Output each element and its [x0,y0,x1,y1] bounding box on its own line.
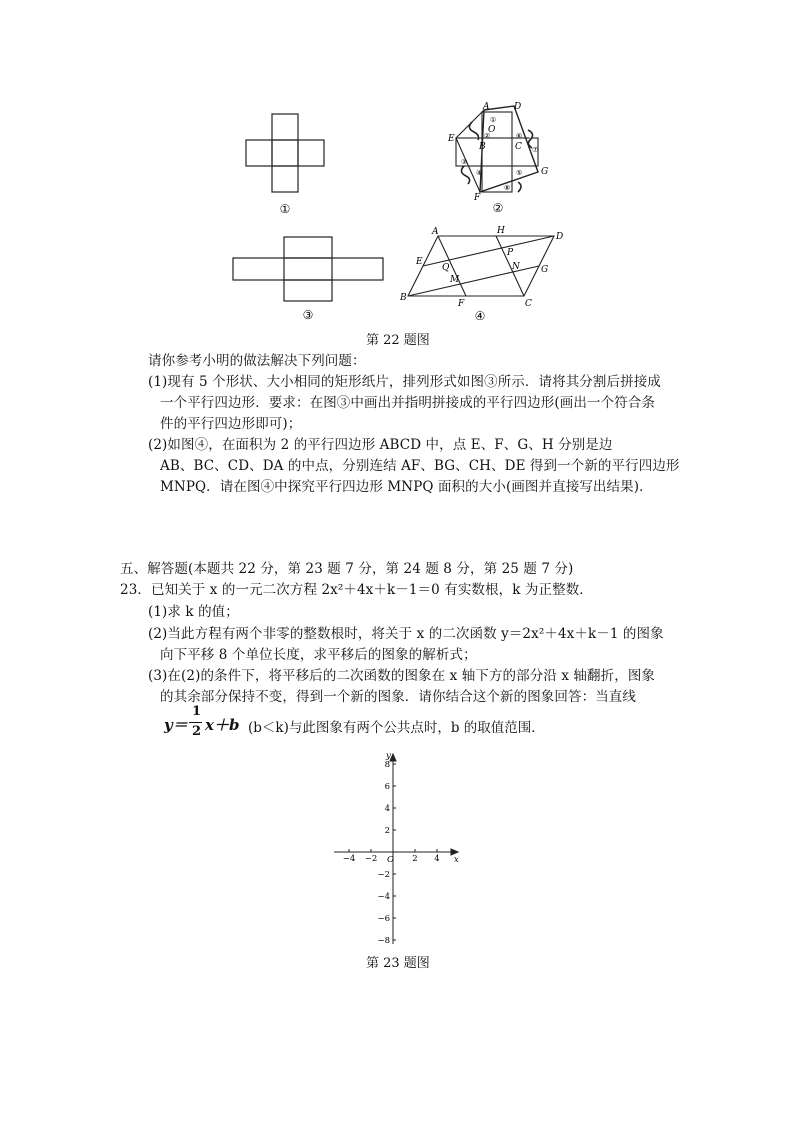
figure-4-parallelogram [398,222,568,324]
fig2-point-G: G [541,167,549,177]
q23-part2-line1: (2)当此方程有两个非零的整数根时，将关于 x 的二次函数 y＝2x²＋4x＋k－1 的图象 [148,626,664,642]
fig2-point-F: F [474,193,481,203]
y-tick-2: 2 [384,826,390,836]
fig4-point-E: E [416,257,423,267]
fig2-point-D: D [514,102,522,112]
x-tick-2: 2 [412,854,418,864]
y-tick-neg6: −6 [377,914,390,924]
figure-3-label: ③ [302,308,314,322]
formula-lhs: y＝ [164,716,188,734]
fig2-point-A: A [483,102,490,112]
y-tick-6: 6 [384,782,390,792]
x-tick-neg2: −2 [364,854,378,864]
q23-part3-line1: (3)在(2)的条件下，将平移后的二次函数的图象在 x 轴下方的部分沿 x 轴翻折，图象 [148,668,656,684]
fig4-point-H: H [497,226,505,236]
fig2-piece-6: ⑥ [516,132,523,140]
fig2-piece-3: ③ [461,158,468,166]
fig2-piece-4: ④ [476,169,483,177]
fig4-point-B: B [400,293,407,303]
fig2-piece-1: ① [490,116,497,124]
figure-4-label: ④ [474,309,486,323]
fig2-point-E: E [448,134,455,144]
x-tick-4: 4 [434,854,440,864]
y-tick-neg2: −2 [377,870,390,880]
section-5-title: 五、解答题(本题共 22 分，第 23 题 7 分，第 24 题 8 分，第 25 题 7 分) [120,561,574,577]
y-tick-neg4: −4 [377,892,390,902]
fig2-piece-7: ⑦ [532,146,539,154]
fig2-piece-2: ② [484,132,491,140]
figure-22-caption: 第 22 题图 [366,333,430,348]
q22-part1-line2: 一个平行四边形．要求：在图③中画出并指明拼接成的平行四边形(画出一个符合条 [160,395,655,411]
q22-part1-line1: (1)现有 5 个形状、大小相同的矩形纸片，排列形式如图③所示．请将其分割后拼接成 [148,374,661,390]
figure-1-cross [240,108,336,218]
fig4-point-Q: Q [442,263,450,273]
fig4-point-F: F [458,299,465,309]
q23-part2-line2: 向下平移 8 个单位长度，求平移后的图象的解析式； [160,647,477,663]
formula-denominator: 2 [192,724,202,739]
fig4-point-C: C [525,299,532,309]
axis-y-label: y [386,751,391,761]
figure-3-rectangles [228,232,388,324]
fig4-point-N: N [512,262,520,272]
q22-part2-line1: (2)如图④，在面积为 2 的平行四边形 ABCD 中，点 E、F、G、H 分别是边 [148,437,613,453]
fig2-piece-5: ⑤ [516,169,523,177]
q23-part3-tail: (b＜k)与此图象有两个公共点时，b 的取值范围． [248,720,545,736]
formula-fraction-bar [189,722,202,723]
figure-23-axes [330,748,465,948]
fig2-point-B: B [479,142,486,152]
q22-part2-line3: MNPQ．请在图④中探究平行四边形 MNPQ 面积的大小(画图并直接写出结果)． [160,479,653,495]
formula-numerator: 1 [192,704,202,719]
figure-2-label: ② [492,201,504,215]
q23-part3-line2: 的其余部分保持不变，得到一个新的图象．请你结合这个新的图象回答：当直线 [160,689,636,705]
fig4-point-M: M [450,275,460,285]
axis-x-label: x [454,855,459,865]
q23-line-formula [164,704,624,740]
q22-part2-line2: AB、BC、CD、DA 的中点，分别连结 AF、BG、CH、DE 得到一个新的平行四边形 [160,458,680,474]
q23-part1: (1)求 k 的值； [148,604,239,620]
fig2-piece-8: ⑧ [504,184,511,192]
y-tick-neg8: −8 [377,936,390,946]
fig2-point-O: O [488,125,496,135]
fig4-point-G: G [541,265,549,275]
figure-1-label: ① [279,202,291,216]
q22-part1-line3: 件的平行四边形即可)； [160,416,302,432]
figure-2-rearrangement [446,100,558,218]
figure-23-caption: 第 23 题图 [366,956,430,971]
fig4-point-P: P [507,248,514,258]
fig2-point-C: C [515,142,522,152]
x-tick-neg4: −4 [342,854,356,864]
axis-origin-label: O [387,855,394,865]
q22-intro: 请你参考小明的做法解决下列问题： [148,353,366,369]
formula-rhs: x＋b [205,716,240,734]
y-tick-4: 4 [384,804,390,814]
q23-stem: 23．已知关于 x 的一元二次方程 2x²＋4x＋k－1＝0 有实数根，k 为正整数． [120,582,593,598]
fig4-point-D: D [556,232,564,242]
y-tick-8: 8 [384,760,390,770]
fig4-point-A: A [432,227,439,237]
